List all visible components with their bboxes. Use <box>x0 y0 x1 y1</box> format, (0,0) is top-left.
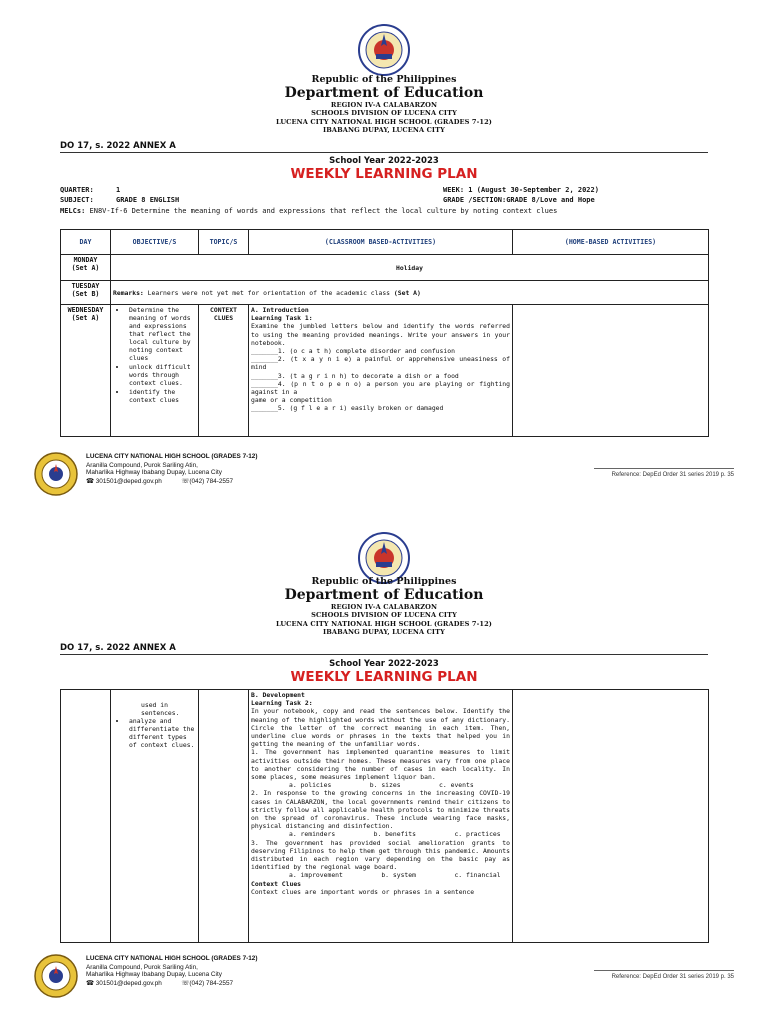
melc-value: EN8V-If-6 Determine the meaning of words and expressions that reflect the local culture by noting context clues <box>89 207 558 215</box>
footer <box>34 954 734 1004</box>
task2-item-1: 1. The government has implemented quarantine measures to limit activities outside their homes. These measures vary from one place to another considering the number of cases in each locality. In some places, some measures implement liquor ban. <box>251 748 510 782</box>
tuesday-day-cell <box>61 281 111 305</box>
school-logo-icon <box>34 954 78 998</box>
wednesday-day-cell <box>61 305 111 437</box>
wednesday-row-continued <box>61 690 709 943</box>
subject-row <box>60 196 179 204</box>
quarter-value: 1 <box>116 186 121 194</box>
header-topics: TOPIC/S <box>199 230 249 255</box>
footer-addr2: Maharlika Highway Ibabang Dupay, Lucena City <box>86 469 222 476</box>
plan-title: WEEKLY LEARNING PLAN <box>290 669 478 685</box>
day-cell-empty <box>61 690 111 943</box>
topic-cell: CONTEXT CLUES <box>199 305 249 437</box>
header-home: (HOME-BASED ACTIVITIES) <box>513 230 709 255</box>
division-line: SCHOOLS DIVISION OF LUCENA CITY <box>311 611 457 620</box>
task2-instructions: In your notebook, copy and read the sentences below. Identify the meaning of the highlighted words without the use of any dictionary. Circle the letter of the correct meaning in each item. Then, underline clue words or phrases in the texts that helped you in getting the meaning of the unfamiliar words. <box>251 707 510 749</box>
school-logo-icon <box>34 452 78 496</box>
footer-reference: Reference: DepEd Order 31 series 2019 p. 35 <box>594 468 734 478</box>
monday-holiday: Holiday <box>111 255 709 281</box>
footer-text <box>86 452 258 487</box>
context-clues-heading: Context Clues <box>251 879 302 888</box>
tuesday-set: (Set B) <box>71 290 100 298</box>
footer-school: LUCENA CITY NATIONAL HIGH SCHOOL (GRADES 7-12) <box>86 955 258 962</box>
task1-item: _______2. (t x a y n i e) a painful or apprehensive uneasiness of mind <box>251 355 510 372</box>
task1-instructions: Examine the jumbled letters below and identify the words referred to using the meaning provided meanings. Write your answers in your notebook. <box>251 322 510 347</box>
classroom-activities-cell <box>249 690 513 943</box>
do-annex-line: DO 17, s. 2022 ANNEX A <box>60 141 176 151</box>
footer-email: ☎ 301501@deped.gov.ph <box>86 980 162 987</box>
subject-label: SUBJECT: <box>60 196 94 204</box>
quarter-row <box>60 186 120 194</box>
quarter-label: QUARTER: <box>60 186 94 194</box>
intro-heading: A. Introduction <box>251 306 309 314</box>
deped-seal-icon <box>358 24 410 76</box>
objective-item: • Determine the meaning of words and expressions that reflect the local culture by noting context clues <box>127 306 196 362</box>
melc-row <box>60 207 557 215</box>
objective-continuation: used in sentences. <box>141 701 180 717</box>
republic-heading: Republic of the Philippines <box>311 74 457 85</box>
weekly-plan-table <box>60 229 709 437</box>
task2-item-1-options: a. policies b. sizes c. events <box>289 781 474 790</box>
footer-email: ☎ 301501@deped.gov.ph <box>86 478 162 485</box>
footer-text <box>86 954 258 989</box>
address-line: IBABANG DUPAY, LUCENA CITY <box>323 126 445 135</box>
topic-cell-empty <box>199 690 249 943</box>
tuesday-row <box>61 281 709 305</box>
task1-item: _______4. (p n t o p e n o) a person you are playing or fighting against in a <box>251 379 510 397</box>
remarks-text: Learners were not yet met for orientation of the academic class <box>147 288 391 297</box>
department-heading: Department of Education <box>284 587 484 603</box>
republic-heading: Republic of the Philippines <box>311 576 457 587</box>
home-activities-cell <box>513 305 709 437</box>
page-2 <box>0 512 768 1012</box>
grade-value: GRADE 8/Love and Hope <box>506 196 595 204</box>
context-clues-text: Context clues are important words or phrases in a sentence <box>251 887 475 896</box>
header-rule <box>60 152 708 153</box>
monday-label: MONDAY <box>73 256 98 264</box>
footer-phone: ☏(042) 784-2557 <box>181 980 234 987</box>
melc-label: MELCs: <box>60 207 86 215</box>
classroom-activities-cell <box>249 305 513 437</box>
remarks-set: (Set A) <box>393 288 421 297</box>
wednesday-label: WEDNESDAY <box>67 306 104 314</box>
wednesday-row <box>61 305 709 437</box>
address-line: IBABANG DUPAY, LUCENA CITY <box>323 628 445 637</box>
footer-contact <box>86 979 258 989</box>
objective-item: • analyze and differentiate the different types of context clues. <box>127 717 196 749</box>
grade-row <box>443 196 595 204</box>
task2-item-3: 3. The government has provided social amelioration grants to deserving Filipinos to help them get through this pandemic. Amounts distributed in each region vary depending on the basic pay as identified by the regional wage board. <box>251 838 510 872</box>
task1-heading: Learning Task 1: <box>251 314 313 323</box>
footer-school: LUCENA CITY NATIONAL HIGH SCHOOL (GRADES 7-12) <box>86 453 258 460</box>
task1-item: game or a competition <box>251 396 332 405</box>
footer-addr1: Aranilla Compound, Purok Sariling Atin, <box>86 461 198 469</box>
weekly-plan-table-continued <box>60 689 709 943</box>
footer-addr2: Maharlika Highway Ibabang Dupay, Lucena City <box>86 971 222 978</box>
development-heading: B. Development <box>251 691 305 699</box>
header-sub-lines <box>0 101 768 135</box>
objective-item: • identify the context clues <box>127 388 196 404</box>
home-activities-cell <box>513 690 709 943</box>
week-label: WEEK: <box>443 186 465 194</box>
header-day: DAY <box>61 230 111 255</box>
department-heading: Department of Education <box>284 85 484 101</box>
footer <box>34 452 734 502</box>
monday-row <box>61 255 709 281</box>
footer-contact <box>86 477 258 487</box>
region-line: REGION IV-A CALABARZON <box>330 101 438 109</box>
header-sub-lines <box>0 603 768 637</box>
task2-item-3-options: a. improvement b. system c. financial <box>289 871 501 880</box>
header-rule <box>60 654 708 655</box>
task1-item: _______3. (t a g r i n h) to decorate a dish or a food <box>251 371 459 380</box>
wednesday-set: (Set A) <box>71 314 100 322</box>
task2-item-2-options: a. reminders b. benefits c. practices <box>289 830 501 839</box>
task1-item: _______5. (g f l e a r i) easily broken or damaged <box>251 404 444 413</box>
school-year: School Year 2022-2023 <box>329 659 439 669</box>
grade-label: GRADE /SECTION: <box>443 196 507 204</box>
page-1 <box>0 0 768 500</box>
footer-reference: Reference: DepEd Order 31 series 2019 p. 35 <box>594 970 734 980</box>
division-line: SCHOOLS DIVISION OF LUCENA CITY <box>311 109 457 118</box>
plan-title: WEEKLY LEARNING PLAN <box>290 166 478 182</box>
task2-item-2: 2. In response to the growing concerns in the increasing COVID-19 cases in CALABARZON, the local governments remind their citizens to strictly follow all applicable health protocols to minimize threats on the spread of coronavirus. These include wearing face masks, physical distancing and disinfection. <box>251 789 510 831</box>
remarks-label: Remarks: <box>113 288 144 297</box>
table-header-row <box>61 230 709 255</box>
week-value: 1 (August 30-September 2, 2022) <box>468 186 599 194</box>
task2-heading: Learning Task 2: <box>251 699 313 708</box>
task1-item: _______1. (o c a t h) complete disorder and confusion <box>251 347 455 356</box>
subject-value: GRADE 8 ENGLISH <box>116 196 180 204</box>
school-year: School Year 2022-2023 <box>329 156 439 166</box>
header-classroom: (CLASSROOM BASED-ACTIVITIES) <box>249 230 513 255</box>
monday-set: (Set A) <box>71 264 100 272</box>
tuesday-label: TUESDAY <box>71 282 100 290</box>
footer-phone: ☏(042) 784-2557 <box>181 478 234 485</box>
tuesday-remarks <box>111 281 709 305</box>
objective-item: • unlock difficult words through context clues. <box>127 363 196 387</box>
school-line: LUCENA CITY NATIONAL HIGH SCHOOL (GRADES 7-12) <box>275 619 493 628</box>
objectives-cell <box>111 305 199 437</box>
monday-day-cell <box>61 255 111 281</box>
objectives-cell <box>111 690 199 943</box>
do-annex-line: DO 17, s. 2022 ANNEX A <box>60 643 176 653</box>
header-objectives: OBJECTIVE/S <box>111 230 199 255</box>
footer-addr1: Aranilla Compound, Purok Sariling Atin, <box>86 963 198 971</box>
school-line: LUCENA CITY NATIONAL HIGH SCHOOL (GRADES 7-12) <box>275 117 493 126</box>
region-line: REGION IV-A CALABARZON <box>330 603 438 611</box>
week-row <box>443 186 599 194</box>
